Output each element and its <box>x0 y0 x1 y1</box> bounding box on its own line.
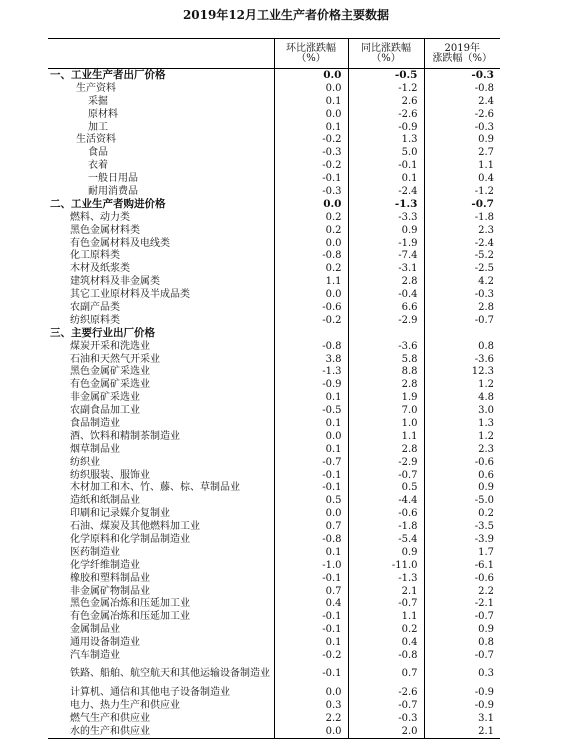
row-name: 金属制品业 <box>70 624 120 636</box>
table-row <box>48 353 500 366</box>
row-ytd-value: -0.9 <box>424 686 500 699</box>
row-yoy-value: 7.0 <box>348 404 424 417</box>
row-yoy-value: 5.8 <box>348 353 424 366</box>
row-name: 生产资料 <box>76 82 116 94</box>
row-mom-value: 0.1 <box>274 391 348 404</box>
header-yoy <box>348 39 424 69</box>
row-mom-value: -1.0 <box>274 559 348 572</box>
row-yoy-value: -2.6 <box>348 108 424 121</box>
row-ytd-value: 3.0 <box>424 404 500 417</box>
table-row <box>48 237 500 250</box>
row-yoy-value: 1.1 <box>348 610 424 623</box>
row-name: 其它工业原材料及半成品类 <box>70 289 190 301</box>
row-ytd-value: -2.5 <box>424 262 500 275</box>
header-mom-line2: （%） <box>296 52 326 64</box>
row-ytd-value: -0.6 <box>424 572 500 585</box>
header-mom <box>274 39 348 69</box>
table-row <box>48 430 500 443</box>
row-name: 纺织业 <box>70 456 100 468</box>
header-yoy-line1: 同比涨跌幅 <box>361 42 411 54</box>
row-yoy-value: 0.5 <box>348 482 424 495</box>
table-row <box>48 699 500 712</box>
row-yoy-value: -3.3 <box>348 211 424 224</box>
row-mom-value: -0.1 <box>274 662 348 686</box>
row-name: 汽车制造业 <box>70 650 120 662</box>
table-row <box>48 404 500 417</box>
row-name: 生活资料 <box>76 134 116 146</box>
table-body <box>48 69 500 739</box>
row-ytd-value: 1.2 <box>424 430 500 443</box>
row-name: 计算机、通信和其他电子设备制造业 <box>70 686 230 698</box>
row-ytd-value: 12.3 <box>424 365 500 378</box>
row-yoy-value: 0.1 <box>348 172 424 185</box>
row-mom-value: 0.0 <box>274 686 348 699</box>
row-yoy-value: -4.4 <box>348 494 424 507</box>
row-name: 有色金属材料及电线类 <box>70 237 170 249</box>
row-ytd-value: -2.1 <box>424 598 500 611</box>
table-row <box>48 185 500 198</box>
row-name: 农副产品类 <box>70 301 120 313</box>
table-row <box>48 95 500 108</box>
row-mom-value: 0.5 <box>274 494 348 507</box>
row-mom-value: -0.2 <box>274 159 348 172</box>
row-name: 橡胶和塑料制品业 <box>70 572 150 584</box>
table-row <box>48 146 500 159</box>
row-ytd-value: -0.7 <box>424 610 500 623</box>
row-ytd-value: 2.3 <box>424 224 500 237</box>
row-name: 石油和天然气开采业 <box>70 353 160 365</box>
row-yoy-value: -1.9 <box>348 237 424 250</box>
row-mom-value: -0.8 <box>274 249 348 262</box>
row-ytd-value: -0.7 <box>424 649 500 662</box>
row-name: 化学原料和化学制品制造业 <box>70 534 190 545</box>
row-ytd-value: -3.5 <box>424 520 500 533</box>
row-yoy-value: 1.1 <box>348 430 424 443</box>
table-row <box>48 159 500 172</box>
row-yoy-value: 6.6 <box>348 301 424 314</box>
row-yoy-value: -0.8 <box>348 649 424 662</box>
row-name: 有色金属矿采选业 <box>70 379 150 391</box>
header-ytd-line1: 2019年 <box>444 42 480 54</box>
row-name: 非金属矿物制品业 <box>70 585 150 597</box>
table-row <box>48 610 500 623</box>
row-mom-value: -0.5 <box>274 404 348 417</box>
table-row <box>48 662 500 686</box>
row-ytd-value: -0.8 <box>424 82 500 95</box>
table-row <box>48 288 500 301</box>
row-name: 食品制造业 <box>70 417 120 429</box>
row-mom-value: 0.1 <box>274 95 348 108</box>
row-name: 木材加工和木、竹、藤、棕、草制品业 <box>70 482 240 494</box>
table-row <box>48 456 500 469</box>
page-title: 2019年12月工业生产者价格主要数据 <box>182 8 390 22</box>
row-yoy-value: -0.7 <box>348 598 424 611</box>
row-name: 一般日用品 <box>88 173 138 185</box>
row-yoy-value: 2.0 <box>348 725 424 738</box>
table-row <box>48 649 500 662</box>
row-ytd-value: -1.2 <box>424 185 500 198</box>
row-ytd-value: 2.2 <box>424 585 500 598</box>
row-yoy-value: -0.9 <box>348 121 424 134</box>
row-ytd-value <box>424 327 500 340</box>
row-yoy-value: -2.4 <box>348 185 424 198</box>
row-name: 电力、热力生产和供应业 <box>70 699 180 711</box>
row-name: 一、工业生产者出厂价格 <box>50 68 166 81</box>
row-ytd-value: -1.8 <box>424 211 500 224</box>
table-row <box>48 546 500 559</box>
table-row <box>48 82 500 95</box>
row-yoy-value: 0.9 <box>348 546 424 559</box>
row-mom-value: 0.0 <box>274 237 348 250</box>
row-name: 化工原料类 <box>70 250 120 262</box>
row-yoy-value: -3.6 <box>348 340 424 353</box>
row-yoy-value: -1.3 <box>348 198 424 211</box>
row-yoy-value: -0.7 <box>348 469 424 482</box>
row-mom-value: 0.1 <box>274 443 348 456</box>
row-ytd-value: -0.7 <box>424 198 500 211</box>
row-ytd-value: -0.3 <box>424 121 500 134</box>
row-name: 燃料、动力类 <box>70 211 130 223</box>
row-mom-value: -0.8 <box>274 533 348 546</box>
table-row <box>48 391 500 404</box>
table-row <box>48 172 500 185</box>
row-name: 黑色金属矿采选业 <box>70 366 150 378</box>
table-row <box>48 133 500 146</box>
row-yoy-value: -0.7 <box>348 699 424 712</box>
row-mom-value: 0.0 <box>274 288 348 301</box>
row-name: 二、工业生产者购进价格 <box>50 197 166 210</box>
table-row <box>48 121 500 134</box>
row-mom-value: 0.0 <box>274 507 348 520</box>
row-yoy-value: 2.8 <box>348 378 424 391</box>
row-mom-value: 0.0 <box>274 108 348 121</box>
header-ytd-line2: 涨跌幅（%） <box>432 52 492 64</box>
table-row <box>48 533 500 546</box>
row-mom-value: -0.9 <box>274 378 348 391</box>
table-row <box>48 686 500 699</box>
table-row <box>48 365 500 378</box>
table-row <box>48 378 500 391</box>
row-yoy-value: 0.7 <box>348 662 424 686</box>
table-row <box>48 520 500 533</box>
row-ytd-value: 4.2 <box>424 275 500 288</box>
row-ytd-value: -3.6 <box>424 353 500 366</box>
row-ytd-value: -2.6 <box>424 108 500 121</box>
row-mom-value: 0.7 <box>274 520 348 533</box>
table-row <box>48 198 500 211</box>
row-name: 烟草制品业 <box>70 443 120 455</box>
row-yoy-value: -7.4 <box>348 249 424 262</box>
row-mom-value: -0.2 <box>274 314 348 327</box>
row-yoy-value: 1.9 <box>348 391 424 404</box>
table-row <box>48 314 500 327</box>
row-mom-value: 0.0 <box>274 430 348 443</box>
table-row <box>48 636 500 649</box>
header-yoy-line2: （%） <box>371 52 401 64</box>
table-row <box>48 262 500 275</box>
row-mom-value: 0.2 <box>274 211 348 224</box>
row-mom-value: 0.1 <box>274 546 348 559</box>
row-name: 黑色金属材料类 <box>70 224 140 236</box>
table-row <box>48 108 500 121</box>
row-ytd-value: 2.1 <box>424 725 500 738</box>
row-name: 化学纤维制造业 <box>70 559 140 571</box>
row-mom-value: -0.2 <box>274 133 348 146</box>
row-yoy-value: -0.4 <box>348 288 424 301</box>
row-name: 黑色金属冶炼和压延加工业 <box>70 598 190 610</box>
table-row <box>48 249 500 262</box>
row-ytd-value: 2.4 <box>424 95 500 108</box>
row-ytd-value: -0.9 <box>424 699 500 712</box>
row-ytd-value: 1.1 <box>424 159 500 172</box>
row-ytd-value: 0.2 <box>424 507 500 520</box>
row-mom-value: 0.1 <box>274 121 348 134</box>
row-yoy-value: 0.2 <box>348 623 424 636</box>
row-yoy-value: 2.8 <box>348 443 424 456</box>
row-mom-value: -0.6 <box>274 301 348 314</box>
row-name: 煤炭开采和洗选业 <box>70 340 150 352</box>
row-mom-value: 0.3 <box>274 699 348 712</box>
row-name: 燃气生产和供应业 <box>70 712 150 724</box>
row-yoy-value: 0.4 <box>348 636 424 649</box>
row-ytd-value: -6.1 <box>424 559 500 572</box>
row-yoy-value: 2.8 <box>348 275 424 288</box>
row-name: 造纸和纸制品业 <box>70 495 140 507</box>
table-row <box>48 443 500 456</box>
row-yoy-value: -2.9 <box>348 456 424 469</box>
row-ytd-value: 1.2 <box>424 378 500 391</box>
row-ytd-value: -0.6 <box>424 456 500 469</box>
table-row <box>48 725 500 738</box>
row-ytd-value: 2.8 <box>424 301 500 314</box>
row-ytd-value: -0.3 <box>424 288 500 301</box>
row-mom-value: 0.1 <box>274 636 348 649</box>
row-name: 水的生产和供应业 <box>48 725 274 738</box>
row-mom-value: -0.1 <box>274 623 348 636</box>
row-ytd-value: 2.7 <box>424 146 500 159</box>
row-ytd-value: -0.7 <box>424 314 500 327</box>
table-row <box>48 340 500 353</box>
row-ytd-value: 0.8 <box>424 340 500 353</box>
table-header-row <box>48 39 500 69</box>
row-mom-value: 1.1 <box>274 275 348 288</box>
row-yoy-value: -0.5 <box>348 69 424 82</box>
row-mom-value: -0.1 <box>274 572 348 585</box>
row-mom-value: 2.2 <box>274 712 348 725</box>
row-yoy-value: -2.9 <box>348 314 424 327</box>
row-mom-value: 0.0 <box>274 82 348 95</box>
row-mom-value: 3.8 <box>274 353 348 366</box>
row-ytd-value: 0.9 <box>424 623 500 636</box>
row-mom-value: -0.1 <box>274 469 348 482</box>
row-yoy-value: -3.1 <box>348 262 424 275</box>
row-ytd-value: 3.1 <box>424 712 500 725</box>
table-row <box>48 585 500 598</box>
table-row <box>48 572 500 585</box>
row-yoy-value: -0.3 <box>348 712 424 725</box>
row-name: 农副食品加工业 <box>70 405 140 417</box>
row-yoy-value: -1.2 <box>348 82 424 95</box>
row-yoy-value: 8.8 <box>348 365 424 378</box>
row-ytd-value: 0.4 <box>424 172 500 185</box>
row-mom-value: 0.2 <box>274 262 348 275</box>
table-row <box>48 712 500 725</box>
table-row <box>48 224 500 237</box>
row-name: 加工 <box>88 121 108 133</box>
row-yoy-value: -1.8 <box>348 520 424 533</box>
row-yoy-value: -11.0 <box>348 559 424 572</box>
row-mom-value: 0.0 <box>274 198 348 211</box>
table-row <box>48 598 500 611</box>
row-name: 有色金属冶炼和压延加工业 <box>70 611 190 623</box>
row-mom-value: -0.1 <box>274 610 348 623</box>
row-ytd-value: -2.4 <box>424 237 500 250</box>
table-row <box>48 507 500 520</box>
row-name: 印刷和记录媒介复制业 <box>70 508 170 520</box>
row-name: 纺织原料类 <box>70 314 120 326</box>
row-yoy-value: 0.9 <box>348 224 424 237</box>
row-name: 铁路、船舶、航空航天和其他运输设备制造业 <box>70 668 270 680</box>
row-name: 医药制造业 <box>70 546 120 558</box>
row-yoy-value: 1.0 <box>348 417 424 430</box>
row-name: 耐用消费品 <box>88 185 138 197</box>
table-row <box>48 211 500 224</box>
row-name: 采掘 <box>88 95 108 107</box>
row-mom-value: 0.4 <box>274 598 348 611</box>
row-yoy-value: -0.1 <box>348 159 424 172</box>
header-mom-line1: 环比涨跌幅 <box>286 42 336 54</box>
row-ytd-value: 1.3 <box>424 417 500 430</box>
row-name: 石油、煤炭及其他燃料加工业 <box>70 521 200 533</box>
row-mom-value: -0.8 <box>274 340 348 353</box>
table-row <box>48 559 500 572</box>
row-yoy-value: 5.0 <box>348 146 424 159</box>
row-ytd-value: 0.8 <box>424 636 500 649</box>
row-name: 纺织服装、服饰业 <box>70 469 150 481</box>
row-name: 木材及纸浆类 <box>70 263 130 275</box>
row-ytd-value: -0.3 <box>424 69 500 82</box>
row-ytd-value: -5.2 <box>424 249 500 262</box>
row-yoy-value: 2.1 <box>348 585 424 598</box>
table-row <box>48 275 500 288</box>
row-yoy-value <box>348 327 424 340</box>
row-yoy-value: -5.4 <box>348 533 424 546</box>
table-row <box>48 482 500 495</box>
row-name: 三、主要行业出厂价格 <box>50 326 155 339</box>
ppi-data-table <box>48 38 500 739</box>
row-mom-value: -0.1 <box>274 172 348 185</box>
row-name: 衣着 <box>88 160 108 172</box>
row-name: 通用设备制造业 <box>70 637 140 649</box>
row-yoy-value: -2.6 <box>348 686 424 699</box>
row-name: 酒、饮料和精制茶制造业 <box>70 430 180 442</box>
row-mom-value: 0.0 <box>274 69 348 82</box>
row-name: 非金属矿采选业 <box>70 392 140 404</box>
row-ytd-value: -5.0 <box>424 494 500 507</box>
row-yoy-value: 2.6 <box>348 95 424 108</box>
header-ytd <box>424 39 500 69</box>
row-mom-value: 0.2 <box>274 224 348 237</box>
table-row <box>48 417 500 430</box>
table-row <box>48 327 500 340</box>
row-ytd-value: 1.7 <box>424 546 500 559</box>
row-mom-value <box>274 327 348 340</box>
row-ytd-value: 0.6 <box>424 469 500 482</box>
row-yoy-value: 1.3 <box>348 133 424 146</box>
row-ytd-value: 0.3 <box>424 662 500 686</box>
row-mom-value: -0.1 <box>274 482 348 495</box>
table-row <box>48 623 500 636</box>
row-mom-value: -0.7 <box>274 456 348 469</box>
row-mom-value: 0.7 <box>274 585 348 598</box>
row-mom-value: -0.3 <box>274 185 348 198</box>
row-ytd-value: 0.9 <box>424 133 500 146</box>
row-mom-value: 0.1 <box>274 417 348 430</box>
table-row <box>48 494 500 507</box>
table-row <box>48 301 500 314</box>
table-row <box>48 69 500 82</box>
row-yoy-value: -0.6 <box>348 507 424 520</box>
row-mom-value: -0.3 <box>274 146 348 159</box>
row-mom-value: 0.0 <box>274 725 348 738</box>
row-name: 原材料 <box>88 108 118 120</box>
row-name: 食品 <box>88 147 108 159</box>
row-mom-value: -1.3 <box>274 365 348 378</box>
row-ytd-value: 0.9 <box>424 482 500 495</box>
table-row <box>48 469 500 482</box>
row-ytd-value: 2.3 <box>424 443 500 456</box>
row-mom-value: -0.2 <box>274 649 348 662</box>
header-name <box>48 39 274 69</box>
row-ytd-value: -3.9 <box>424 533 500 546</box>
row-name: 建筑材料及非金属类 <box>70 276 160 288</box>
row-yoy-value: -1.3 <box>348 572 424 585</box>
row-ytd-value: 4.8 <box>424 391 500 404</box>
